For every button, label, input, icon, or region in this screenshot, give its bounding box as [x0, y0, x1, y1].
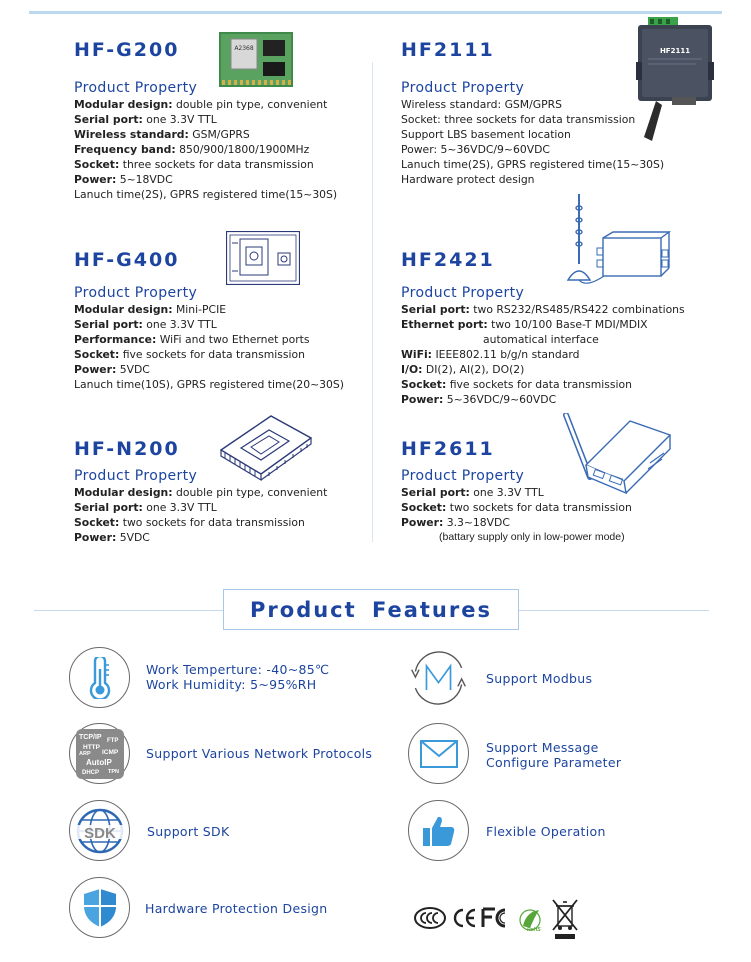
spec-power: Power: 5VDC — [74, 531, 150, 544]
gsm-module-image — [219, 32, 293, 91]
mini-pcie-module-image — [226, 231, 300, 289]
features-title-box — [223, 589, 519, 630]
spec-ethernet-port: Ethernet port: two 10/100 Base-T MDI/MDIX — [401, 318, 648, 331]
spec-socket: Socket: five sockets for data transmission — [401, 378, 632, 391]
envelope-icon — [420, 740, 458, 768]
spec-launch-time: Lanuch time(2S), GPRS registered time(15~30S) — [74, 188, 338, 201]
spec-socket: Socket: three sockets for data transmission — [74, 158, 314, 171]
column-divider — [372, 62, 373, 542]
spec-lbs-location: Support LBS basement location — [401, 128, 571, 141]
feature-line: Support SDK — [147, 824, 230, 839]
spec-modular-design: Modular design: Mini-PCIE — [74, 303, 227, 316]
spec-socket: Socket: two sockets for data transmission — [401, 501, 632, 514]
product-name: HF2611 — [401, 438, 495, 460]
feature-line: Flexible Operation — [486, 824, 606, 839]
protocol-tag: AutoIP — [85, 757, 112, 767]
feature-text — [486, 740, 621, 770]
top-divider — [29, 11, 722, 14]
feature-text — [145, 901, 328, 916]
feature-line: Support Message — [486, 740, 599, 755]
spec-power: Power: 5VDC — [74, 363, 150, 376]
feature-line: Support Various Network Protocols — [146, 746, 373, 761]
spec-launch-time: Lanuch time(2S), GPRS registered time(15~30S) — [401, 158, 665, 171]
spec-serial-port: Serial port: two RS232/RS485/RS422 combinations — [401, 303, 685, 316]
product-name: HF-N200 — [74, 438, 180, 460]
spec-ethernet-port-continued: automatical interface — [483, 333, 599, 346]
sdk-text: SDK — [83, 824, 116, 842]
protocol-tag: DHCP — [81, 769, 99, 776]
feature-line: Work Temperture: -40~85℃ — [146, 662, 330, 677]
chip-label: A2368 — [234, 45, 254, 52]
feature-text — [486, 824, 606, 839]
thermometer-icon-circle — [69, 647, 130, 708]
feature-line: Work Humidity: 5~95%RH — [146, 677, 317, 692]
product-property-title: Product Property — [401, 468, 525, 484]
spec-frequency-band: Frequency band: 850/900/1800/1900MHz — [74, 143, 310, 156]
features-title: Product Features — [250, 597, 492, 622]
device-label: HF2111 — [659, 47, 691, 55]
spec-list — [74, 97, 337, 202]
hf2421-device-image — [566, 192, 672, 296]
network-protocols-icon — [76, 729, 124, 779]
spec-hardware-protect: Hardware protect design — [401, 173, 535, 186]
product-property-title: Product Property — [74, 80, 198, 96]
spec-serial-port: Serial port: one 3.3V TTL — [74, 318, 217, 331]
sdk-icon — [74, 808, 126, 854]
protocol-tag: TCP/IP — [78, 733, 102, 741]
product-property-title: Product Property — [74, 468, 198, 484]
spec-wireless-standard: Wireless standard: GSM/GPRS — [401, 98, 562, 111]
spec-list — [401, 485, 632, 545]
spec-wifi: WiFi: IEEE802.11 b/g/n standard — [401, 348, 580, 361]
spec-list — [401, 97, 664, 187]
spec-serial-port: Serial port: one 3.3V TTL — [401, 486, 544, 499]
spec-performance: Performance: WiFi and two Ethernet ports — [74, 333, 310, 346]
modbus-icon-circle — [408, 647, 469, 708]
fc-logo-icon — [483, 909, 505, 927]
shield-icon-circle — [69, 877, 130, 938]
shield-icon — [83, 888, 117, 928]
feature-text — [486, 671, 592, 686]
protocol-tag: TPN — [107, 768, 119, 775]
network-protocols-icon-circle — [69, 723, 130, 784]
modbus-icon — [408, 647, 469, 709]
spec-launch-time: Lanuch time(10S), GPRS registered time(20~30S) — [74, 378, 344, 391]
features-left-rule — [34, 610, 223, 611]
features-right-rule — [519, 610, 709, 611]
thumbs-up-icon — [422, 815, 456, 847]
spec-power: Power: 5~36VDC/9~60VDC — [401, 393, 557, 406]
spec-power: Power: 5~36VDC/9~60VDC — [401, 143, 550, 156]
product-property-title: Product Property — [74, 285, 198, 301]
spec-io: I/O: DI(2), AI(2), DO(2) — [401, 363, 525, 376]
feature-line: Support Modbus — [486, 671, 593, 686]
spec-socket: Socket: three sockets for data transmission — [401, 113, 636, 126]
certification-logos — [413, 898, 583, 940]
spec-serial-port: Serial port: one 3.3V TTL — [74, 501, 217, 514]
svg-text:RoHS: RoHS — [527, 927, 541, 933]
feature-line: Configure Parameter — [486, 755, 622, 770]
thermometer-icon — [85, 657, 115, 699]
spec-socket: Socket: five sockets for data transmission — [74, 348, 305, 361]
protocol-tag: ARP — [78, 750, 91, 757]
protocol-tag: HTTP — [82, 743, 100, 751]
spec-wireless-standard: Wireless standard: GSM/GPRS — [74, 128, 250, 141]
envelope-icon-circle — [408, 723, 469, 784]
spec-list — [74, 485, 327, 545]
n200-module-image — [219, 410, 313, 486]
protocol-tag: FTP — [106, 737, 118, 744]
product-name: HF-G200 — [74, 39, 180, 61]
feature-text — [146, 746, 372, 761]
spec-modular-design: Modular design: double pin type, convenient — [74, 98, 328, 111]
spec-modular-design: Modular design: double pin type, convenient — [74, 486, 328, 499]
product-property-title: Product Property — [401, 80, 525, 96]
spec-battery-note: (battary supply only in low-power mode) — [439, 531, 625, 543]
spec-power: Power: 5~18VDC — [74, 173, 173, 186]
spec-list — [401, 302, 685, 407]
product-name: HF-G400 — [74, 249, 180, 271]
weee-bin-icon — [553, 900, 577, 939]
protocol-tag: ICMP — [101, 748, 118, 756]
product-name: HF2111 — [401, 39, 495, 61]
spec-list — [74, 302, 344, 392]
spec-power: Power: 3.3~18VDC — [401, 516, 510, 529]
spec-socket: Socket: two sockets for data transmission — [74, 516, 305, 529]
spec-serial-port: Serial port: one 3.3V TTL — [74, 113, 217, 126]
product-name: HF2421 — [401, 249, 495, 271]
feature-text — [147, 824, 229, 839]
thumbs-up-icon-circle — [408, 800, 469, 861]
rohs-logo-icon — [520, 910, 541, 933]
ce-logo-icon — [455, 910, 475, 926]
feature-line: Hardware Protection Design — [145, 901, 328, 916]
ccc-logo-icon — [415, 908, 445, 928]
sdk-icon-circle — [69, 800, 130, 861]
feature-text — [146, 662, 329, 692]
product-property-title: Product Property — [401, 285, 525, 301]
